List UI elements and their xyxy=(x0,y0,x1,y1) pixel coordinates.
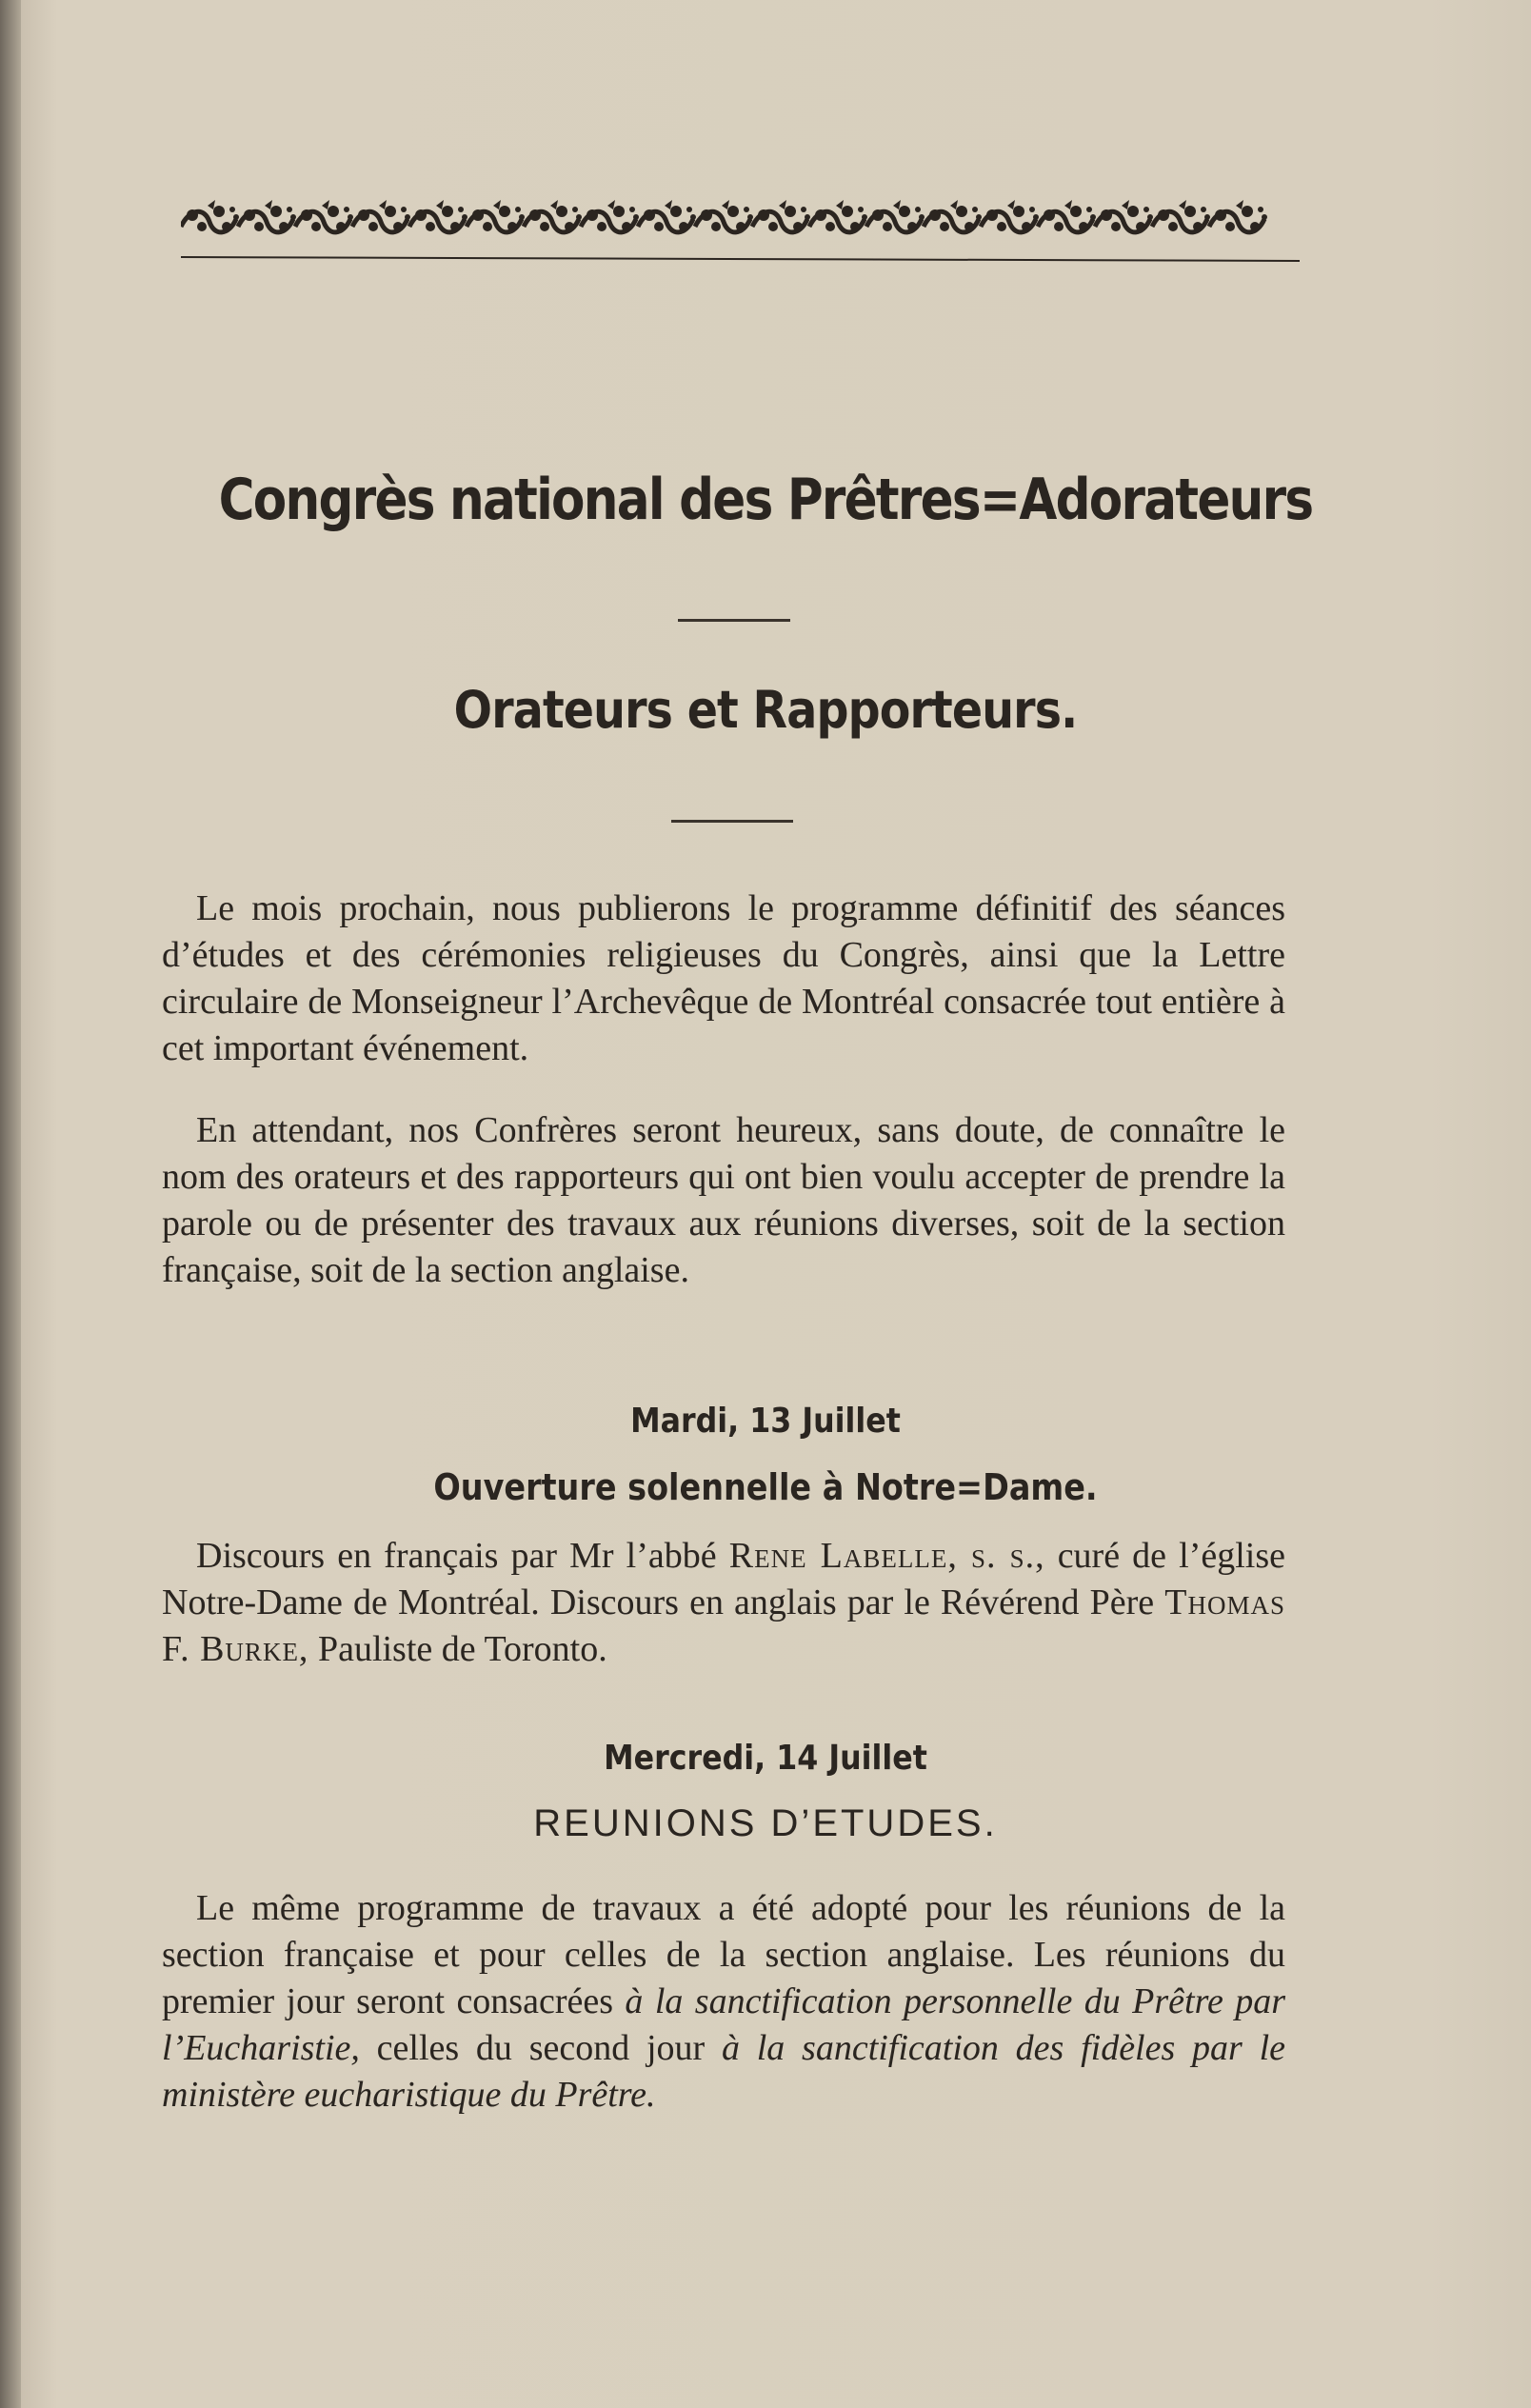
day2-text-a: Le même programme de travaux a été adopté pour les réunions de la section française et pour celles de la section anglaise. Les réunions du premier jour seront consacrées xyxy=(162,1888,1285,2021)
subtitle-rule xyxy=(671,820,793,823)
day2-date-heading: Mercredi, 14 Juillet xyxy=(604,1739,927,1778)
section-subtitle: Orateurs et Rapporteurs. xyxy=(453,680,1078,740)
day1-text-a: Discours en français par Mr l’abbé xyxy=(196,1536,729,1576)
day2-italic-1: à la sanctification personnelle du Prêtre par l’Eucharistie, xyxy=(162,1981,1286,2068)
intro-paragraph-2: En attendant, nos Confrères seront heureux, sans doute, de connaître le nom des orateurs et des rapporteurs qui ont bien voulu accepter de prendre la parole ou de présenter des travaux aux réunions diverses, soit de la section française, soit de la section anglaise. xyxy=(162,1110,1285,1290)
intro-paragraph-1: Le mois prochain, nous publierons le programme définitif des séances d’études et des cérémonies religieuses du Congrès, ainsi que la Lettre circulaire de Monseigneur l’Archevêque de Montréal consacrée tout entière à cet important événement. xyxy=(162,888,1285,1068)
day2-text-b: celles du second jour xyxy=(359,2028,722,2068)
day2-paragraph xyxy=(162,1885,1285,2119)
page-title: Congrès national des Prêtres=Adorateurs xyxy=(218,467,1313,533)
day1-date-heading: Mardi, 13 Juillet xyxy=(630,1402,901,1441)
day1-text-c: Pauliste de Toronto. xyxy=(308,1629,607,1669)
title-rule xyxy=(678,619,790,622)
day1-text-b: curé de l’église Notre-Dame de Montréal. Discours en anglais par le Révérend Père xyxy=(162,1536,1285,1622)
day2-italic-2: à la sanctification des fidèles par le ministère eucharistique du Prêtre. xyxy=(162,2028,1286,2115)
day1-event-heading: Ouverture solennelle à Notre=Dame. xyxy=(433,1466,1098,1508)
day2-event-heading: REUNIONS D’ETUDES. xyxy=(533,1802,998,1844)
vine-ornament-border xyxy=(181,190,1300,267)
speaker-burke: Thomas F. Burke, xyxy=(162,1582,1285,1669)
book-spine-shadow xyxy=(0,0,21,2408)
speaker-labelle: Rene Labelle, s. s., xyxy=(728,1536,1045,1576)
day1-paragraph xyxy=(162,1533,1285,1673)
